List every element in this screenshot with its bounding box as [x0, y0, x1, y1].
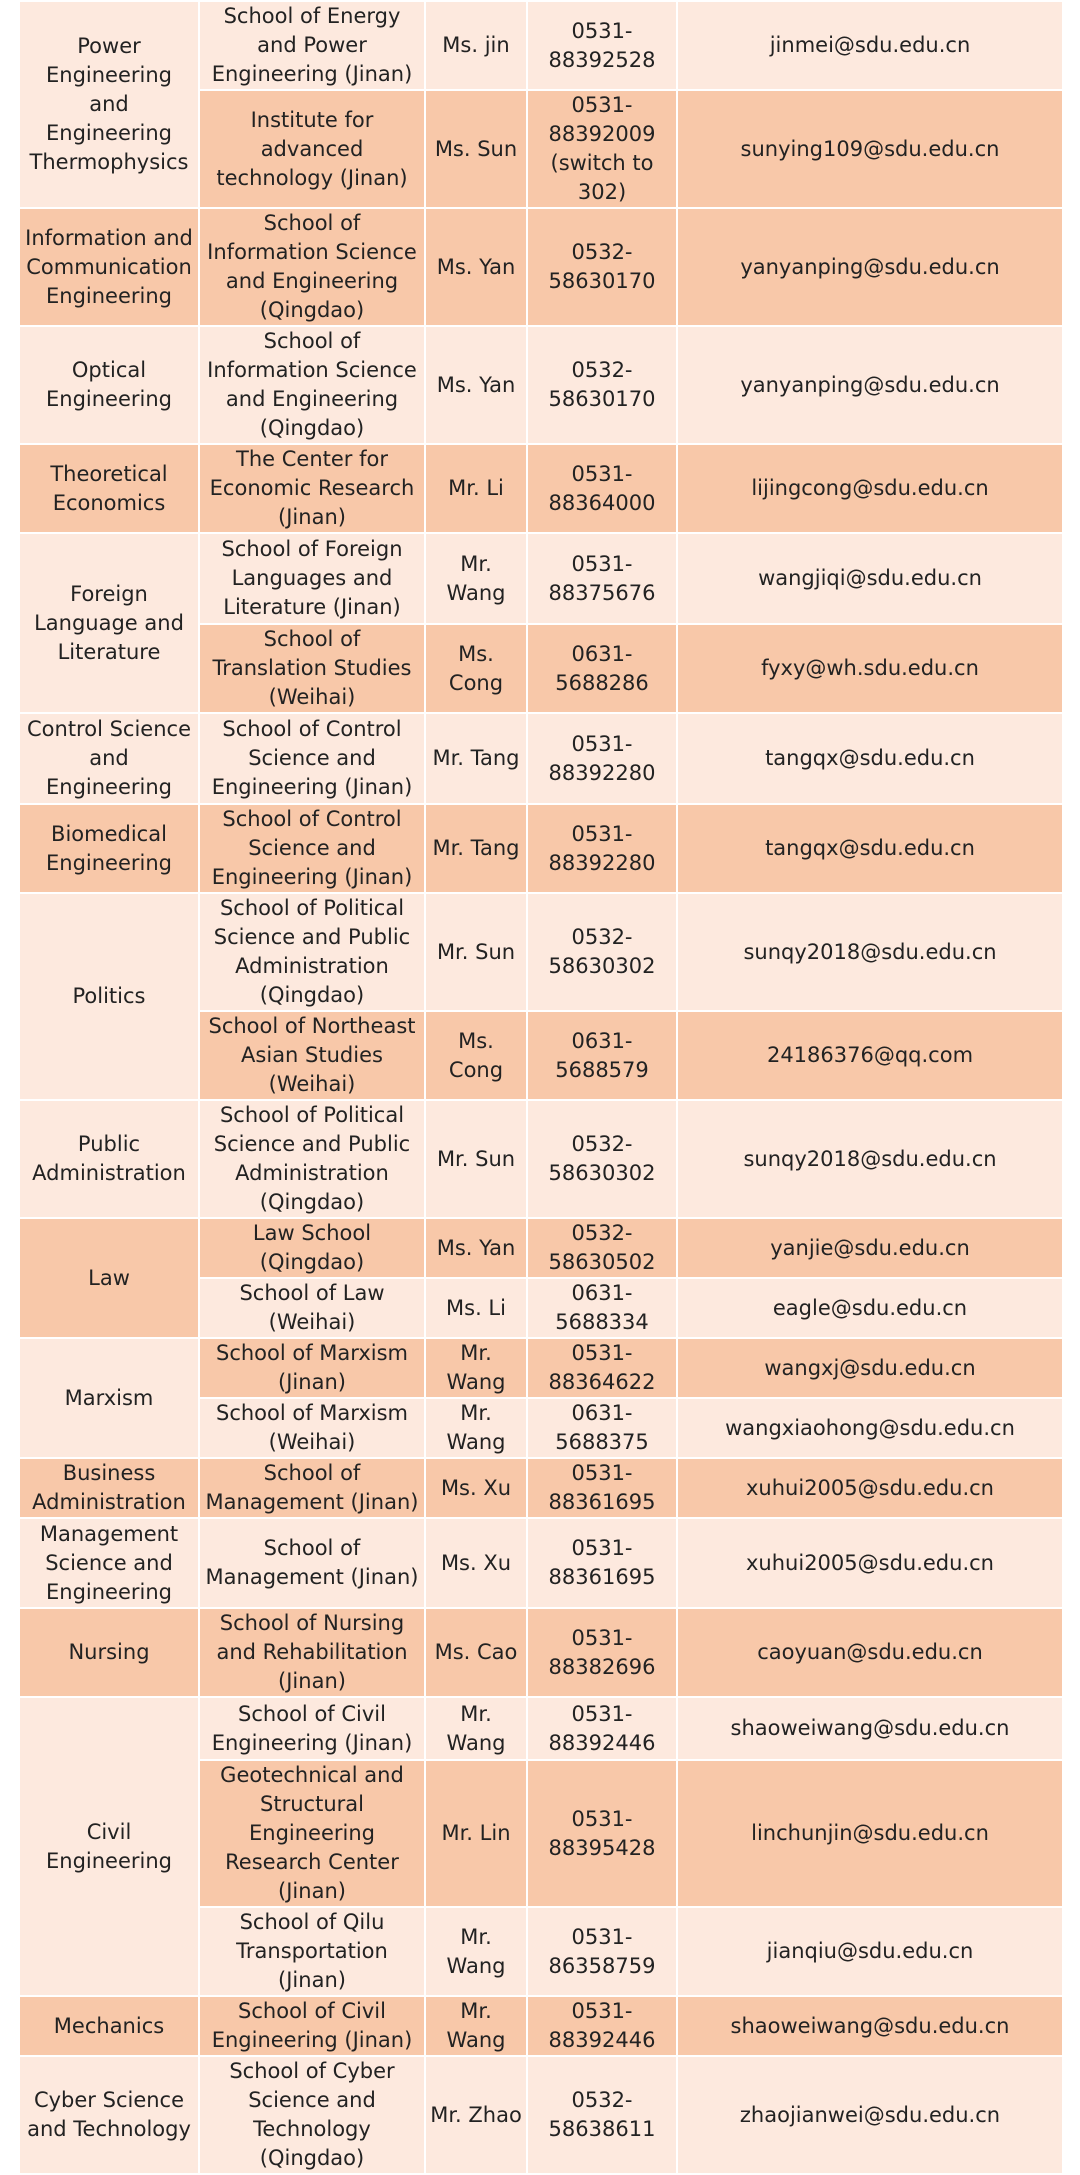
email-cell[interactable]: tangqx@sdu.edu.cn — [677, 804, 1063, 893]
school-cell: School of Political Science and Public Administration (Qingdao) — [199, 893, 425, 1011]
contact-cell: Mr. Wang — [425, 1907, 527, 1996]
phone-cell: 0531-88364000 — [527, 444, 677, 533]
contact-cell: Mr. Wang — [425, 1398, 527, 1458]
contact-cell: Ms. Yan — [425, 208, 527, 326]
contact-cell: Ms. Xu — [425, 1518, 527, 1608]
school-cell: School of Information Science and Engineering (Qingdao) — [199, 326, 425, 444]
discipline-cell: Civil Engineering — [19, 1697, 199, 1996]
phone-cell: 0531-88392446 — [527, 1697, 677, 1760]
contact-cell: Mr. Tang — [425, 713, 527, 804]
discipline-cell: Public Administration — [19, 1100, 199, 1218]
table-row — [19, 804, 1063, 893]
table-row — [19, 533, 1063, 624]
school-cell: School of Political Science and Public Administration (Qingdao) — [199, 1100, 425, 1218]
school-cell: School of Law (Weihai) — [199, 1278, 425, 1338]
phone-cell: 0531-88364622 — [527, 1338, 677, 1398]
contact-table — [18, 0, 1064, 2175]
school-cell: Institute for advanced technology (Jinan) — [199, 90, 425, 208]
school-cell: School of Qilu Transportation (Jinan) — [199, 1907, 425, 1996]
contact-cell: Ms. Li — [425, 1278, 527, 1338]
phone-cell: 0531-88375676 — [527, 533, 677, 624]
contact-cell: Mr. Li — [425, 444, 527, 533]
email-cell[interactable]: xuhui2005@sdu.edu.cn — [677, 1518, 1063, 1608]
phone-extension-note: (switch to 302) — [550, 151, 654, 204]
school-cell: School of Marxism (Jinan) — [199, 1338, 425, 1398]
school-cell: School of Marxism (Weihai) — [199, 1398, 425, 1458]
school-cell: School of Management (Jinan) — [199, 1458, 425, 1518]
discipline-cell: Cyber Science and Technology — [19, 2056, 199, 2174]
table-row — [19, 1338, 1063, 1398]
email-cell[interactable]: tangqx@sdu.edu.cn — [677, 713, 1063, 804]
phone-number: 0531-88392009 — [548, 93, 656, 146]
table-row — [19, 2056, 1063, 2174]
table-row — [19, 713, 1063, 804]
table-row — [19, 1518, 1063, 1608]
email-cell[interactable]: yanyanping@sdu.edu.cn — [677, 326, 1063, 444]
table-row — [19, 1697, 1063, 1760]
contact-cell: Ms. Xu — [425, 1458, 527, 1518]
school-cell: School of Control Science and Engineering (Jinan) — [199, 713, 425, 804]
school-cell: School of Energy and Power Engineering (Jinan) — [199, 1, 425, 90]
email-cell[interactable]: yanyanping@sdu.edu.cn — [677, 208, 1063, 326]
email-cell[interactable]: shaoweiwang@sdu.edu.cn — [677, 1996, 1063, 2056]
discipline-cell: Optical Engineering — [19, 326, 199, 444]
email-cell[interactable]: fyxy@wh.sdu.edu.cn — [677, 624, 1063, 713]
phone-cell: 0531-88392528 — [527, 1, 677, 90]
contact-cell: Ms. Yan — [425, 1218, 527, 1278]
phone-cell: 0531-88392446 — [527, 1996, 677, 2056]
phone-cell: 0532-58630170 — [527, 208, 677, 326]
phone-cell: 0631-5688334 — [527, 1278, 677, 1338]
school-cell: School of Management (Jinan) — [199, 1518, 425, 1608]
phone-cell: 0532-58630502 — [527, 1218, 677, 1278]
table-row — [19, 1, 1063, 90]
discipline-cell: Management Science and Engineering — [19, 1518, 199, 1608]
contact-cell: Ms. jin — [425, 1, 527, 90]
email-cell[interactable]: caoyuan@sdu.edu.cn — [677, 1608, 1063, 1697]
discipline-cell: Theoretical Economics — [19, 444, 199, 533]
table-row — [19, 326, 1063, 444]
school-cell: Geotechnical and Structural Engineering Research Center (Jinan) — [199, 1760, 425, 1907]
contact-cell: Ms. Cao — [425, 1608, 527, 1697]
contact-cell: Mr. Sun — [425, 1100, 527, 1218]
discipline-cell: Biomedical Engineering — [19, 804, 199, 893]
email-cell[interactable]: eagle@sdu.edu.cn — [677, 1278, 1063, 1338]
phone-cell: 0531-88361695 — [527, 1458, 677, 1518]
discipline-cell: Marxism — [19, 1338, 199, 1458]
discipline-cell: Power Engineering and Engineering Thermophysics — [19, 1, 199, 208]
school-cell: School of Nursing and Rehabilitation (Jinan) — [199, 1608, 425, 1697]
email-cell[interactable]: wangxiaohong@sdu.edu.cn — [677, 1398, 1063, 1458]
email-cell[interactable]: sunqy2018@sdu.edu.cn — [677, 893, 1063, 1011]
email-cell[interactable]: jianqiu@sdu.edu.cn — [677, 1907, 1063, 1996]
table-row — [19, 1100, 1063, 1218]
email-cell[interactable]: 24186376@qq.com — [677, 1011, 1063, 1100]
phone-cell: 0532-58630302 — [527, 1100, 677, 1218]
table-row — [19, 1458, 1063, 1518]
email-cell[interactable]: zhaojianwei@sdu.edu.cn — [677, 2056, 1063, 2174]
phone-cell — [527, 90, 677, 208]
school-cell: School of Northeast Asian Studies (Weihai) — [199, 1011, 425, 1100]
email-cell[interactable]: xuhui2005@sdu.edu.cn — [677, 1458, 1063, 1518]
phone-cell: 0532-58638611 — [527, 2056, 677, 2174]
school-cell: Law School (Qingdao) — [199, 1218, 425, 1278]
contact-cell: Mr. Tang — [425, 804, 527, 893]
email-cell[interactable]: wangxj@sdu.edu.cn — [677, 1338, 1063, 1398]
email-cell[interactable]: jinmei@sdu.edu.cn — [677, 1, 1063, 90]
school-cell: School of Cyber Science and Technology (Qingdao) — [199, 2056, 425, 2174]
discipline-cell: Mechanics — [19, 1996, 199, 2056]
email-cell[interactable]: yanjie@sdu.edu.cn — [677, 1218, 1063, 1278]
email-cell[interactable]: sunqy2018@sdu.edu.cn — [677, 1100, 1063, 1218]
contact-cell: Mr. Lin — [425, 1760, 527, 1907]
contact-cell: Mr. Wang — [425, 1338, 527, 1398]
phone-cell: 0531-88395428 — [527, 1760, 677, 1907]
discipline-cell: Control Science and Engineering — [19, 713, 199, 804]
phone-cell: 0631-5688286 — [527, 624, 677, 713]
school-cell: School of Control Science and Engineering (Jinan) — [199, 804, 425, 893]
contact-cell: Mr. Zhao — [425, 2056, 527, 2174]
phone-cell: 0531-88361695 — [527, 1518, 677, 1608]
contact-cell: Mr. Wang — [425, 1697, 527, 1760]
school-cell: School of Civil Engineering (Jinan) — [199, 1996, 425, 2056]
discipline-cell: Politics — [19, 893, 199, 1100]
contact-cell: Mr. Wang — [425, 533, 527, 624]
discipline-cell: Information and Communication Engineering — [19, 208, 199, 326]
school-cell: School of Information Science and Engineering (Qingdao) — [199, 208, 425, 326]
contact-cell: Mr. Sun — [425, 893, 527, 1011]
table-row — [19, 444, 1063, 533]
discipline-cell: Law — [19, 1218, 199, 1338]
phone-cell: 0631-5688375 — [527, 1398, 677, 1458]
discipline-cell: Foreign Language and Literature — [19, 533, 199, 713]
discipline-cell: Nursing — [19, 1608, 199, 1697]
email-cell[interactable]: shaoweiwang@sdu.edu.cn — [677, 1697, 1063, 1760]
table-row — [19, 1996, 1063, 2056]
table-row — [19, 1608, 1063, 1697]
phone-cell: 0531-88392280 — [527, 804, 677, 893]
table-row — [19, 208, 1063, 326]
email-cell[interactable]: linchunjin@sdu.edu.cn — [677, 1760, 1063, 1907]
school-cell: School of Foreign Languages and Literature (Jinan) — [199, 533, 425, 624]
contact-cell: Ms. Sun — [425, 90, 527, 208]
school-cell: School of Civil Engineering (Jinan) — [199, 1697, 425, 1760]
phone-cell: 0532-58630170 — [527, 326, 677, 444]
contact-cell: Ms. Yan — [425, 326, 527, 444]
school-cell: School of Translation Studies (Weihai) — [199, 624, 425, 713]
table-row — [19, 1218, 1063, 1278]
phone-cell: 0631-5688579 — [527, 1011, 677, 1100]
email-cell[interactable]: lijingcong@sdu.edu.cn — [677, 444, 1063, 533]
contact-cell: Mr. Wang — [425, 1996, 527, 2056]
contact-cell: Ms. Cong — [425, 624, 527, 713]
table-row — [19, 893, 1063, 1011]
phone-cell: 0531-88382696 — [527, 1608, 677, 1697]
phone-cell: 0531-88392280 — [527, 713, 677, 804]
email-cell[interactable]: wangjiqi@sdu.edu.cn — [677, 533, 1063, 624]
phone-cell: 0532-58630302 — [527, 893, 677, 1011]
email-cell[interactable]: sunying109@sdu.edu.cn — [677, 90, 1063, 208]
school-cell: The Center for Economic Research (Jinan) — [199, 444, 425, 533]
phone-cell: 0531-86358759 — [527, 1907, 677, 1996]
discipline-cell: Business Administration — [19, 1458, 199, 1518]
contact-cell: Ms. Cong — [425, 1011, 527, 1100]
